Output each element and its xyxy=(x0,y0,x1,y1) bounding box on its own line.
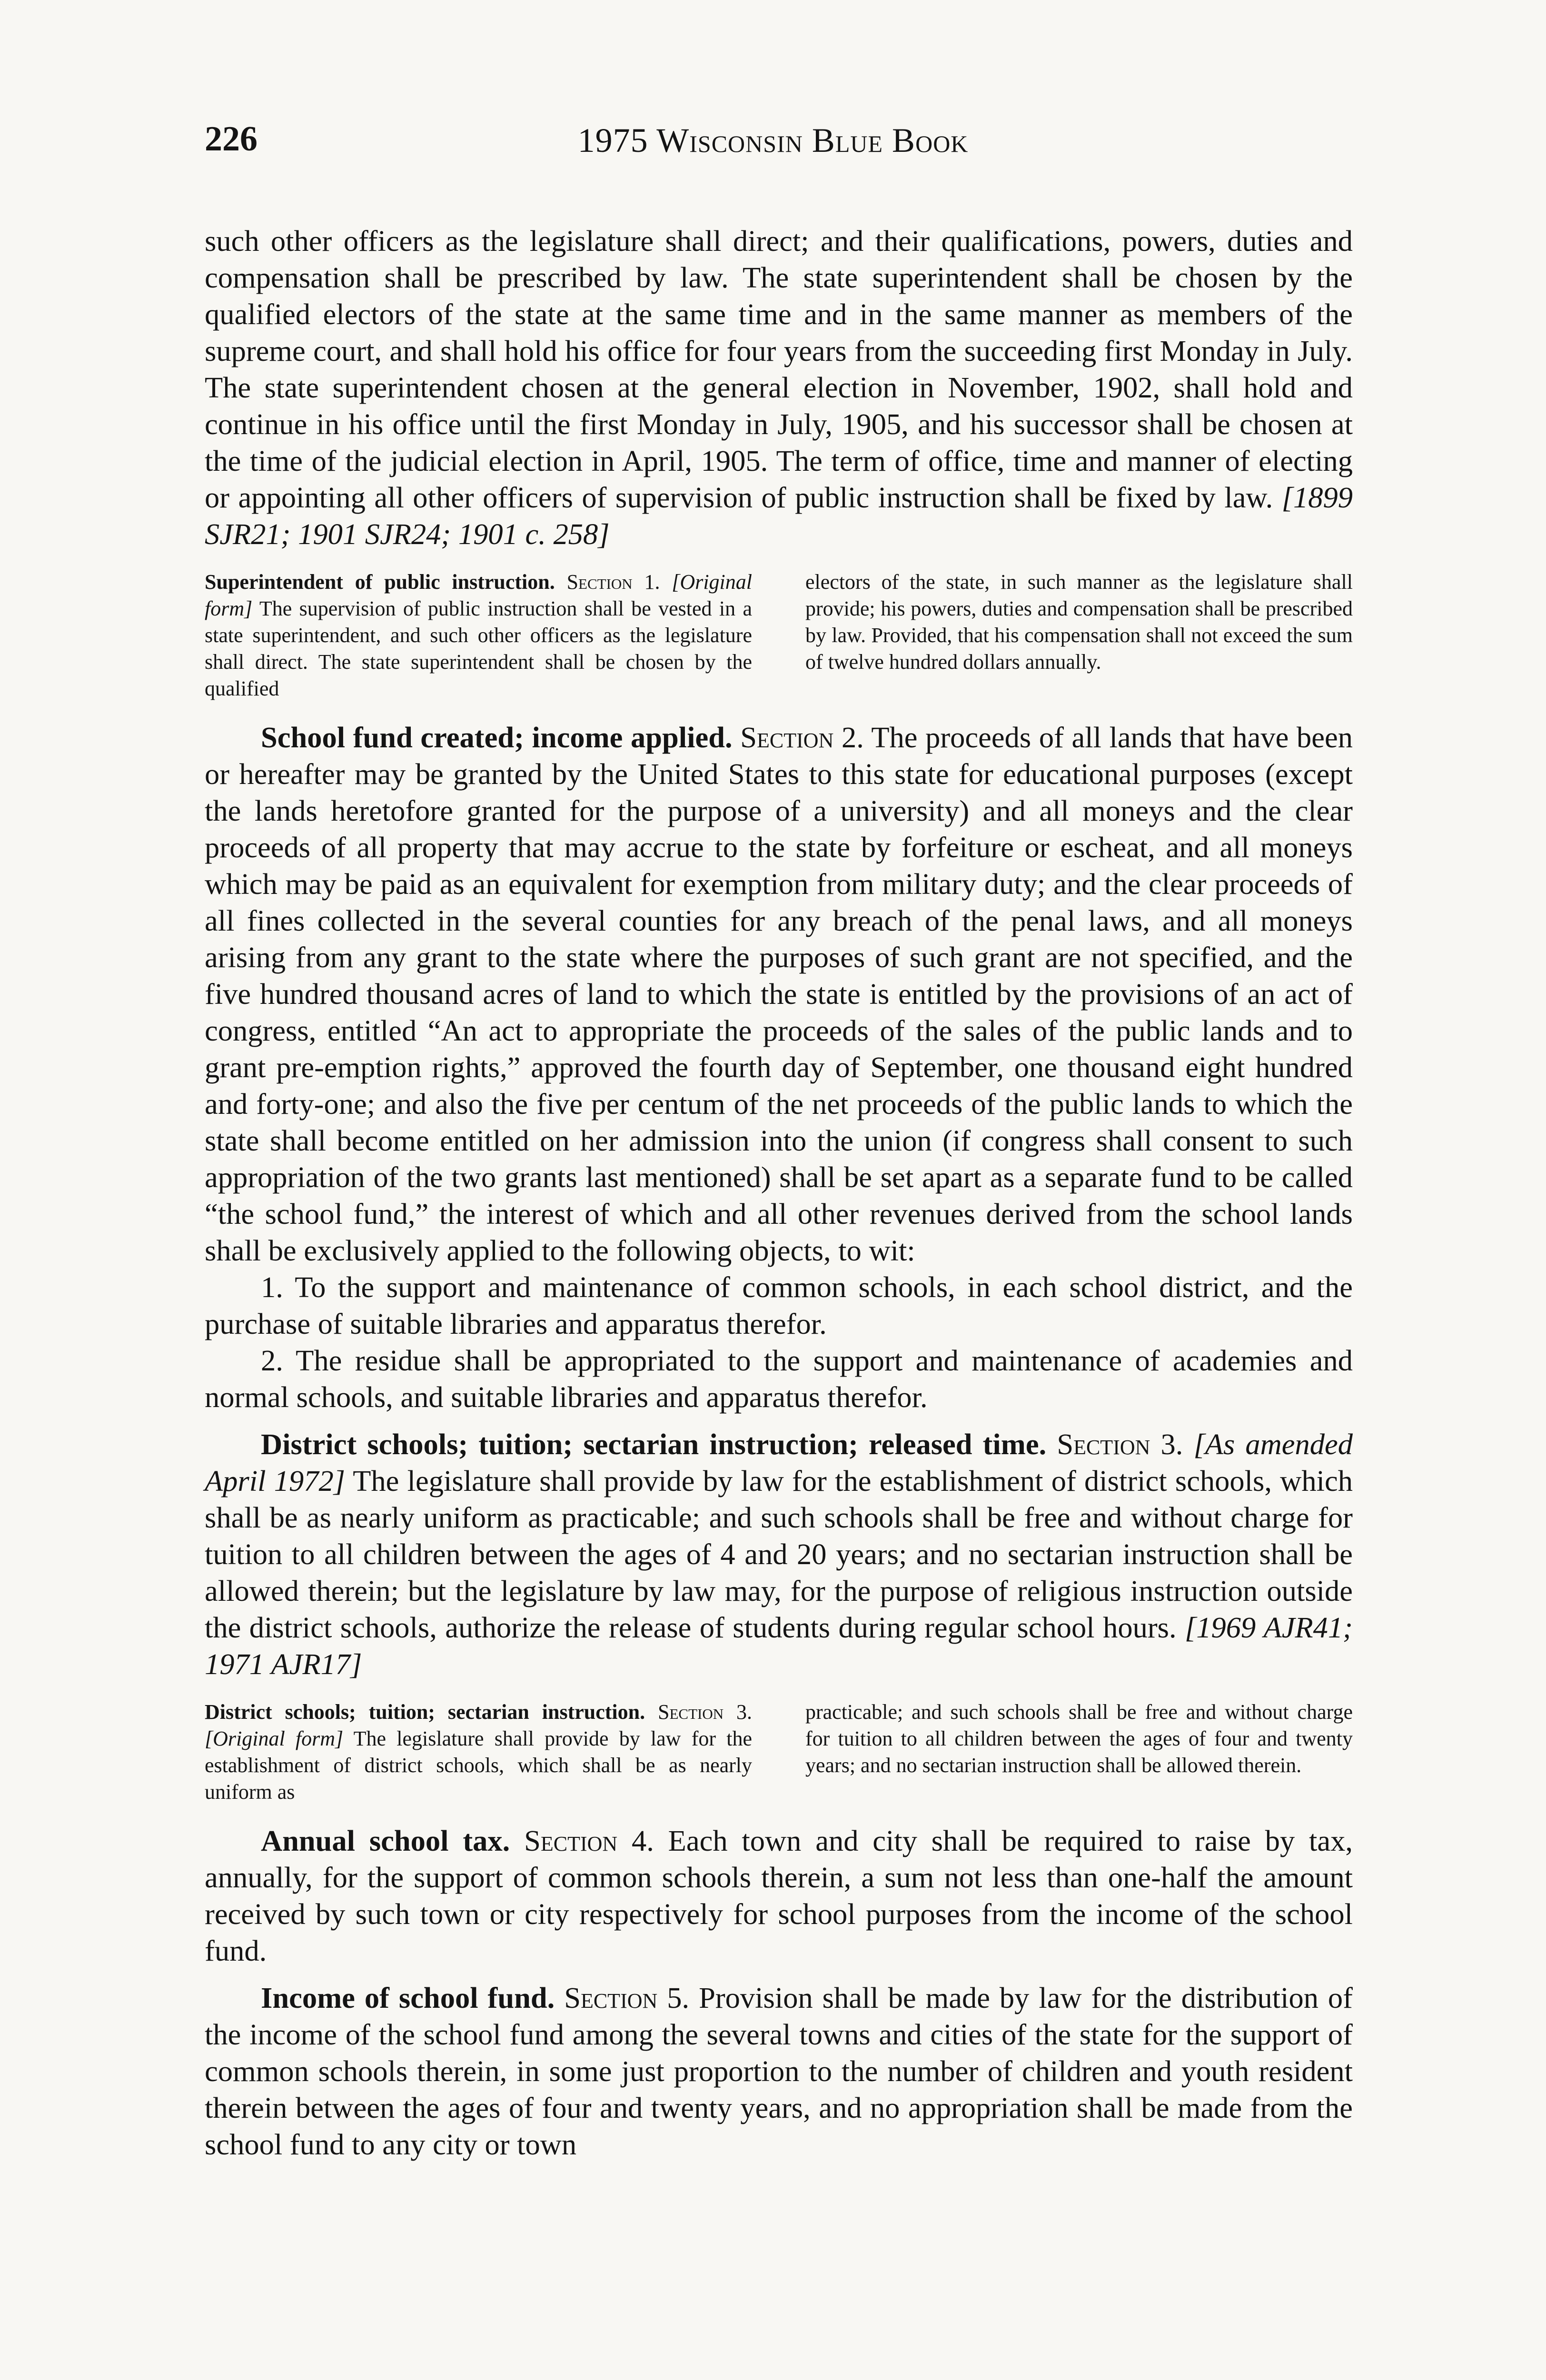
section5-label: Section 5. xyxy=(564,1981,690,2014)
section4-label: Section 4. xyxy=(524,1824,654,1857)
section2-paragraph xyxy=(205,719,1353,1269)
section3-citation: [1969 AJR41; 1971 AJR17] xyxy=(205,1611,1353,1681)
section1-continuation xyxy=(205,223,1353,553)
section3-text: The legislature shall provide by law for the establishment of district schools, which shall be as nearly uniform as practicable; and such schools shall be free and without charge for tuition to all children between the ages of 4 and 20 years; and no sectarian instruction shall be allowed therein; but the legislature by law may, for the purpose of religious instruction outside the district schools, authorize the release of students during regular school hours. xyxy=(205,1464,1353,1644)
section2-label: Section 2. xyxy=(740,721,864,754)
note1-left-column xyxy=(205,569,752,702)
note3-right-column: practicable; and such schools shall be free and without charge for tuition to all children between the ages of four and twenty years; and no sectarian instruction shall be allowed therein. xyxy=(805,1700,1353,1777)
section1-text: such other officers as the legislature shall direct; and their qualifications, powers, duties and compensation shall be prescribed by law. The state superintendent shall be chosen by the qualified electors of the state at the same time and in the same manner as members of the supreme court, and shall hold his office for four years from the succeeding first Monday in July. The state superintendent chosen at the general election in November, 1902, shall hold and continue in his office until the first Monday in July, 1905, and his successor shall be chosen at the time of the judicial election in April, 1905. The term of office, time and manner of electing or appointing all other officers of supervision of public instruction shall be fixed by law. xyxy=(205,224,1353,514)
section2-text: The proceeds of all lands that have been or hereafter may be granted by the United States to this state for educational purposes (except the lands heretofore granted for the purpose of a university) and all moneys and the clear proceeds of all property that may accrue to the state by forfeiture or escheat, and all moneys which may be paid as an equivalent for exemption from military duty; and the clear proceeds of all fines collected in the several counties for any breach of the penal laws, and all moneys arising from any grant to the state where the purposes of such grant are not specified, and the five hundred thousand acres of land to which the state is entitled by the provisions of an act of congress, entitled “An act to appropriate the proceeds of the sales of the public lands and to grant pre-emption rights,” approved the fourth day of September, one thousand eight hundred and forty-one; and also the five per centum of the net proceeds of the public lands to which the state shall become entitled on her admission into the union (if congress shall consent to such appropriation of the two grants last mentioned) shall be set apart as a separate fund to be called “the school fund,” the interest of which and all other revenues derived from the school lands shall be exclusively applied to the following objects, to wit: xyxy=(205,721,1353,1267)
note1-left-text: The supervision of public instruction shall be vested in a state superintendent, and such other officers as the legislature shall direct. The state superintendent shall be chosen by the qualified xyxy=(205,597,752,700)
note1-form: [Original form] xyxy=(205,570,752,620)
section2-heading: School fund created; income applied. xyxy=(261,721,733,754)
page-number: 226 xyxy=(205,119,258,159)
section4-paragraph xyxy=(205,1823,1353,1969)
note1-right-column: electors of the state, in such manner as the legislature shall provide; his powers, duties and compensation shall be prescribed by law. Provided, that his compensation shall not exceed the sum of twelve hundred dollars annually. xyxy=(805,570,1353,674)
page-body xyxy=(205,223,1353,2163)
section1-citation: [1899 SJR21; 1901 SJR24; 1901 c. 258] xyxy=(205,481,1353,551)
note3-section-label: Section 3. xyxy=(658,1700,752,1724)
section2-item-2: 2. The residue shall be appropriated to the support and maintenance of academies and normal schools, and suitable libraries and apparatus therefor. xyxy=(205,1344,1353,1414)
section3-label: Section 3. xyxy=(1057,1428,1183,1461)
historical-note-section1 xyxy=(205,569,1353,702)
section3-amended: [As amended April 1972] xyxy=(205,1428,1353,1497)
section5-text: Provision shall be made by law for the distribution of the income of the school fund among the several towns and cities of the state for the support of common schools therein, in some just proportion to the number of children and youth resident therein between the ages of four and twenty years, and no appropriation shall be made from the school fund to any city or town xyxy=(205,1981,1353,2161)
note1-section-label: Section 1. xyxy=(566,570,660,594)
section2-item-1: 1. To the support and maintenance of common schools, in each school district, and the purchase of suitable libraries and apparatus therefor. xyxy=(205,1270,1353,1340)
section3-heading: District schools; tuition; sectarian instruction; released time. xyxy=(261,1428,1047,1461)
page-header xyxy=(0,119,1546,162)
section3-paragraph xyxy=(205,1426,1353,1683)
section5-paragraph xyxy=(205,1980,1353,2163)
section5-heading: Income of school fund. xyxy=(261,1981,555,2014)
note3-left-column xyxy=(205,1699,752,1805)
note3-form: [Original form] xyxy=(205,1727,344,1750)
note3-left-text: The legislature shall provide by law for the establishment of district schools, which shall be as nearly uniform as xyxy=(205,1727,752,1804)
note3-heading: District schools; tuition; sectarian instruction. xyxy=(205,1700,645,1724)
section4-text: Each town and city shall be required to raise by tax, annually, for the support of common schools therein, a sum not less than one-half the amount received by such town or city respectively for school purposes from the income of the school fund. xyxy=(205,1824,1353,1967)
note1-heading: Superintendent of public instruction. xyxy=(205,570,555,594)
running-title: 1975 Wisconsin Blue Book xyxy=(577,121,969,159)
historical-note-section3 xyxy=(205,1699,1353,1805)
section4-heading: Annual school tax. xyxy=(261,1824,510,1857)
